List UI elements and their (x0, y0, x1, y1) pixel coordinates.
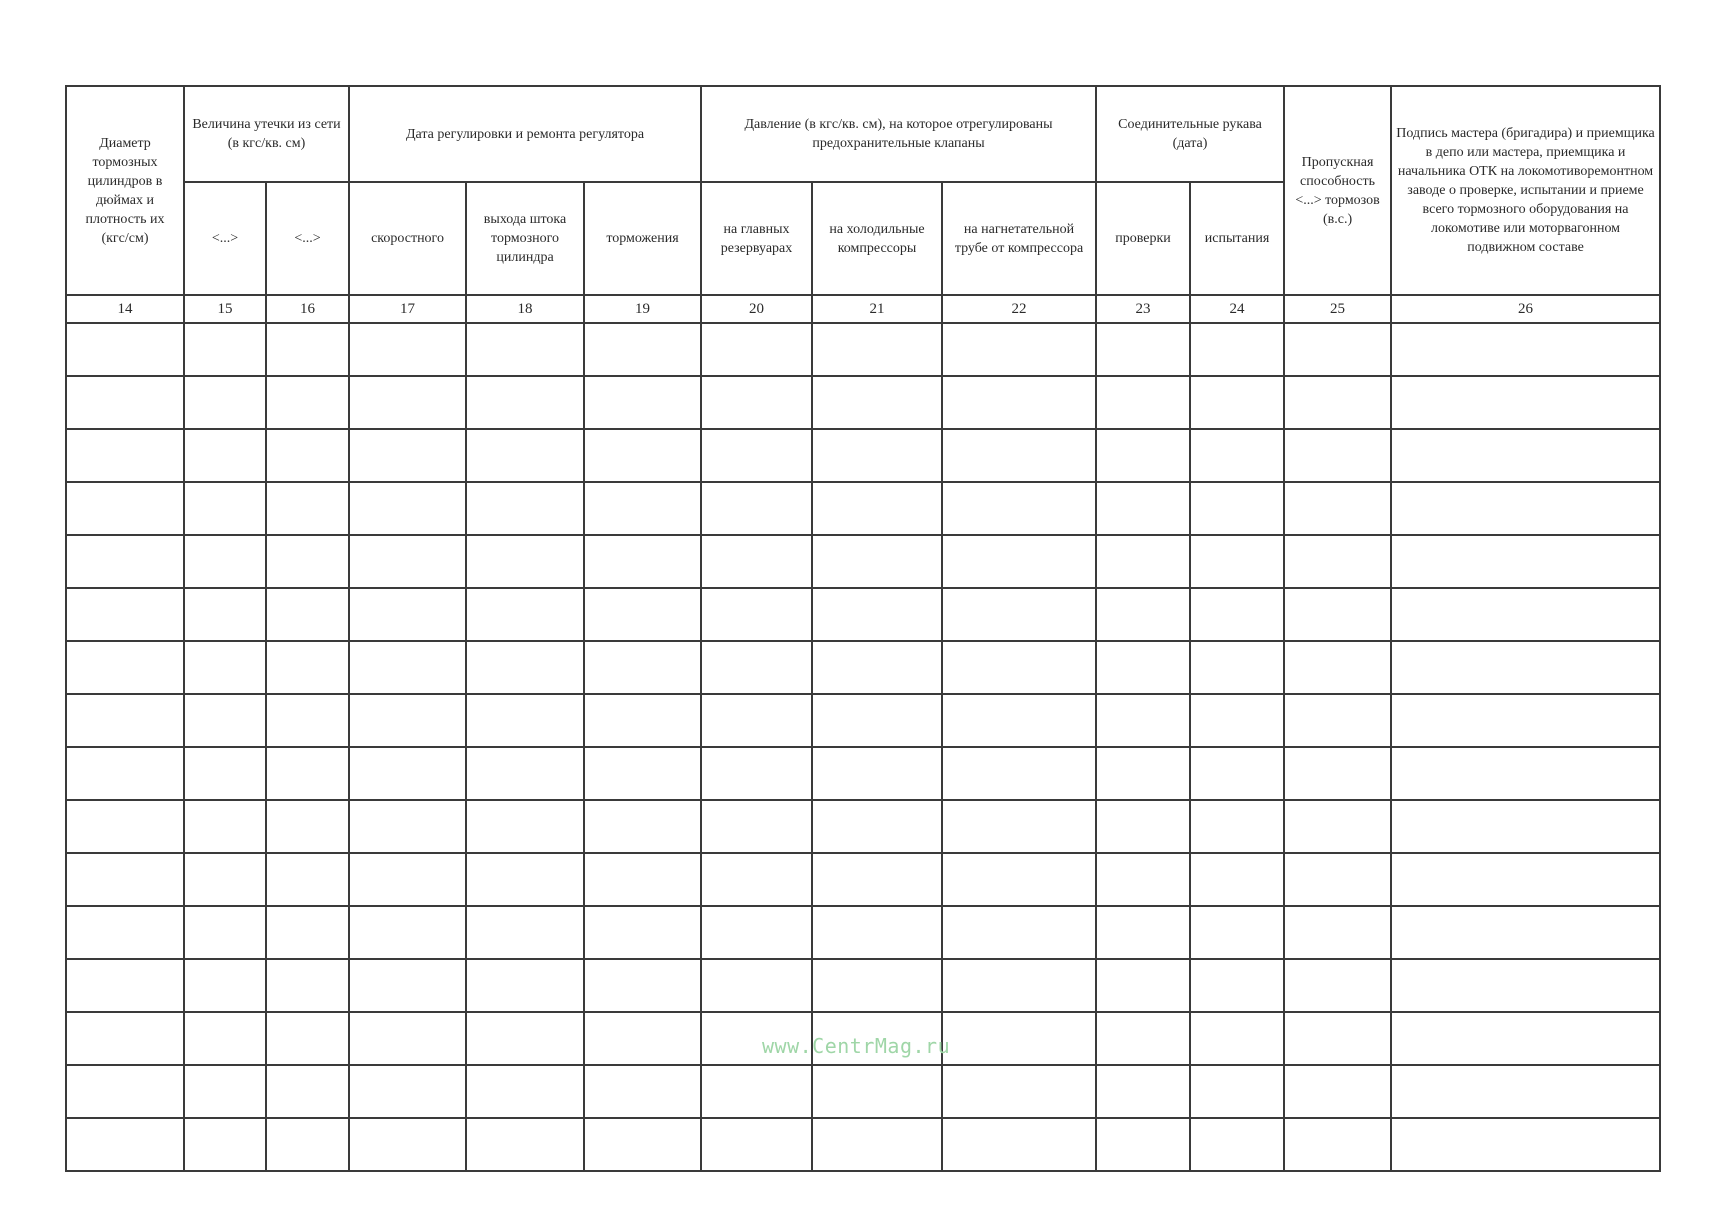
empty-cell (466, 429, 584, 482)
empty-cell (1190, 535, 1284, 588)
empty-cell (812, 1065, 942, 1118)
empty-cell (266, 906, 349, 959)
empty-cell (812, 906, 942, 959)
empty-cell (66, 482, 184, 535)
empty-cell (1190, 323, 1284, 376)
empty-cell (942, 482, 1096, 535)
empty-cell (1284, 429, 1391, 482)
empty-cell (1391, 1012, 1660, 1065)
empty-cell (466, 853, 584, 906)
empty-cell (266, 482, 349, 535)
empty-cell (584, 1012, 701, 1065)
empty-cell (466, 1118, 584, 1171)
empty-cell (942, 376, 1096, 429)
empty-cell (184, 588, 266, 641)
empty-cell (184, 1012, 266, 1065)
empty-cell (184, 747, 266, 800)
empty-cell (1284, 906, 1391, 959)
empty-cell (701, 641, 812, 694)
header-group-regulator: Дата регулировки и ремонта регулятора (349, 86, 701, 182)
empty-cell (349, 1065, 466, 1118)
empty-cell (466, 323, 584, 376)
empty-cell (466, 588, 584, 641)
empty-cell (584, 535, 701, 588)
empty-cell (66, 853, 184, 906)
table-row (66, 323, 1660, 376)
empty-cell (1096, 747, 1190, 800)
empty-cell (1391, 641, 1660, 694)
empty-cell (349, 323, 466, 376)
empty-cell (66, 800, 184, 853)
empty-cell (66, 906, 184, 959)
header-cell-19: торможения (584, 182, 701, 295)
column-number: 24 (1190, 295, 1284, 323)
empty-cell (942, 429, 1096, 482)
header-cell-15: <...> (184, 182, 266, 295)
empty-cell (266, 800, 349, 853)
column-number: 20 (701, 295, 812, 323)
empty-cell (812, 429, 942, 482)
empty-cell (584, 959, 701, 1012)
empty-cell (1391, 694, 1660, 747)
empty-cell (66, 376, 184, 429)
empty-cell (942, 1118, 1096, 1171)
empty-cell (584, 694, 701, 747)
column-number: 25 (1284, 295, 1391, 323)
header-row-1 (66, 86, 1660, 182)
empty-cell (812, 535, 942, 588)
empty-cell (1391, 800, 1660, 853)
empty-cell (584, 747, 701, 800)
empty-cell (701, 906, 812, 959)
empty-cell (584, 376, 701, 429)
column-number: 21 (812, 295, 942, 323)
empty-cell (584, 482, 701, 535)
empty-cell (184, 535, 266, 588)
empty-cell (942, 535, 1096, 588)
empty-cell (812, 376, 942, 429)
empty-cell (1391, 906, 1660, 959)
empty-cell (942, 323, 1096, 376)
empty-cell (266, 1012, 349, 1065)
empty-cell (584, 323, 701, 376)
empty-cell (184, 1065, 266, 1118)
column-number: 22 (942, 295, 1096, 323)
table-row (66, 535, 1660, 588)
column-number: 23 (1096, 295, 1190, 323)
empty-cell (266, 747, 349, 800)
column-number-row (66, 295, 1660, 323)
empty-cell (942, 853, 1096, 906)
empty-cell (812, 747, 942, 800)
header-cell-21: на холодильные компрессоры (812, 182, 942, 295)
empty-cell (184, 429, 266, 482)
empty-cell (1096, 588, 1190, 641)
empty-cell (1190, 588, 1284, 641)
empty-cell (266, 1118, 349, 1171)
empty-cell (266, 694, 349, 747)
table-row (66, 641, 1660, 694)
empty-cell (942, 694, 1096, 747)
empty-cell (266, 376, 349, 429)
empty-cell (1284, 747, 1391, 800)
empty-cell (812, 323, 942, 376)
empty-cell (812, 1118, 942, 1171)
empty-cell (1190, 800, 1284, 853)
empty-cell (1096, 1065, 1190, 1118)
empty-cell (266, 588, 349, 641)
empty-cell (66, 1012, 184, 1065)
empty-cell (1096, 535, 1190, 588)
header-cell-24: испытания (1190, 182, 1284, 295)
empty-cell (1391, 588, 1660, 641)
header-cell-26: Подпись мастера (бригадира) и приемщика в депо или мастера, приемщика и начальника ОТК на локомотиворемонтном заводе о проверке, испытании и приеме всего тормозного оборудования на локомотиве или моторвагонном подвижном составе (1391, 86, 1660, 295)
empty-cell (1096, 694, 1190, 747)
empty-cell (942, 747, 1096, 800)
empty-cell (266, 429, 349, 482)
empty-cell (184, 641, 266, 694)
table-row (66, 376, 1660, 429)
empty-cell (466, 800, 584, 853)
empty-cell (66, 1118, 184, 1171)
empty-cell (266, 641, 349, 694)
header-cell-18: выхода штока тормозного цилиндра (466, 182, 584, 295)
empty-cell (942, 906, 1096, 959)
empty-cell (1284, 1118, 1391, 1171)
empty-cell (1391, 429, 1660, 482)
empty-cell (66, 694, 184, 747)
empty-cell (184, 906, 266, 959)
column-number: 14 (66, 295, 184, 323)
table-row (66, 853, 1660, 906)
empty-cell (1190, 1012, 1284, 1065)
empty-cell (1284, 641, 1391, 694)
empty-cell (1391, 853, 1660, 906)
empty-cell (1096, 959, 1190, 1012)
empty-cell (812, 853, 942, 906)
empty-cell (184, 800, 266, 853)
column-number: 26 (1391, 295, 1660, 323)
empty-cell (942, 641, 1096, 694)
table-row (66, 482, 1660, 535)
empty-cell (584, 588, 701, 641)
empty-cell (701, 323, 812, 376)
empty-cell (1096, 429, 1190, 482)
empty-cell (701, 747, 812, 800)
empty-cell (184, 1118, 266, 1171)
empty-cell (701, 853, 812, 906)
empty-cell (1391, 482, 1660, 535)
empty-cell (1190, 959, 1284, 1012)
empty-cell (1096, 323, 1190, 376)
empty-cell (942, 588, 1096, 641)
empty-cell (466, 906, 584, 959)
empty-cell (1391, 376, 1660, 429)
header-cell-16: <...> (266, 182, 349, 295)
empty-cell (1096, 1012, 1190, 1065)
empty-cell (942, 1065, 1096, 1118)
empty-cell (701, 694, 812, 747)
empty-cell (184, 853, 266, 906)
empty-cell (466, 1012, 584, 1065)
empty-cell (349, 535, 466, 588)
empty-cell (1190, 376, 1284, 429)
empty-cell (1096, 641, 1190, 694)
empty-cell (1284, 323, 1391, 376)
table-row (66, 1065, 1660, 1118)
header-cell-23: проверки (1096, 182, 1190, 295)
empty-cell (266, 853, 349, 906)
empty-cell (266, 959, 349, 1012)
empty-cell (1284, 959, 1391, 1012)
empty-cell (701, 959, 812, 1012)
empty-cell (1284, 1065, 1391, 1118)
empty-cell (812, 641, 942, 694)
header-cell-22: на нагнетательной трубе от компрессора (942, 182, 1096, 295)
empty-cell (701, 1065, 812, 1118)
empty-cell (466, 694, 584, 747)
empty-cell (466, 747, 584, 800)
empty-cell (584, 1065, 701, 1118)
empty-cell (701, 588, 812, 641)
header-cell-17: скоростного (349, 182, 466, 295)
empty-cell (942, 1012, 1096, 1065)
empty-cell (349, 694, 466, 747)
empty-cell (701, 535, 812, 588)
empty-cell (1391, 323, 1660, 376)
empty-cell (942, 959, 1096, 1012)
empty-cell (1284, 588, 1391, 641)
empty-cell (266, 323, 349, 376)
empty-cell (1190, 429, 1284, 482)
table-row (66, 747, 1660, 800)
empty-cell (66, 535, 184, 588)
header-group-pressure: Давление (в кгс/кв. см), на которое отрегулированы предохранительные клапаны (701, 86, 1096, 182)
header-group-leak: Величина утечки из сети (в кгс/кв. см) (184, 86, 349, 182)
empty-cell (1190, 747, 1284, 800)
table-row (66, 694, 1660, 747)
empty-cell (584, 853, 701, 906)
empty-cell (812, 694, 942, 747)
empty-cell (584, 1118, 701, 1171)
empty-cell (1284, 800, 1391, 853)
brake-register-table (65, 85, 1661, 1172)
empty-cell (349, 1118, 466, 1171)
table-row (66, 800, 1660, 853)
empty-cell (942, 800, 1096, 853)
empty-cell (1391, 747, 1660, 800)
empty-cell (266, 535, 349, 588)
table-row (66, 959, 1660, 1012)
empty-cell (349, 800, 466, 853)
empty-cell (184, 482, 266, 535)
empty-cell (66, 641, 184, 694)
empty-cell (184, 694, 266, 747)
empty-cell (466, 376, 584, 429)
empty-cell (1096, 1118, 1190, 1171)
table-row (66, 906, 1660, 959)
empty-cell (701, 376, 812, 429)
empty-cell (1190, 1118, 1284, 1171)
empty-cell (812, 800, 942, 853)
empty-cell (1284, 853, 1391, 906)
empty-cell (349, 906, 466, 959)
empty-cell (466, 535, 584, 588)
empty-cell (349, 641, 466, 694)
header-group-hoses: Соединительные рукава (дата) (1096, 86, 1284, 182)
empty-cell (701, 429, 812, 482)
empty-cell (466, 959, 584, 1012)
empty-cell (1190, 906, 1284, 959)
table-row (66, 1118, 1660, 1171)
empty-cell (184, 959, 266, 1012)
empty-cell (466, 1065, 584, 1118)
header-cell-25: Пропускная способность <...> тормозов (в.с.) (1284, 86, 1391, 295)
empty-cell (1190, 694, 1284, 747)
empty-cell (812, 482, 942, 535)
empty-cell (1190, 1065, 1284, 1118)
empty-cell (1096, 853, 1190, 906)
empty-cell (1190, 641, 1284, 694)
empty-cell (701, 482, 812, 535)
empty-cell (1284, 482, 1391, 535)
empty-cell (349, 429, 466, 482)
empty-cell (584, 906, 701, 959)
empty-cell (1190, 853, 1284, 906)
empty-cell (66, 588, 184, 641)
empty-cell (1096, 906, 1190, 959)
empty-cell (349, 588, 466, 641)
empty-cell (1391, 1118, 1660, 1171)
header-cell-14: Диаметр тормозных цилиндров в дюймах и плотность их (кгс/см) (66, 86, 184, 295)
empty-cell (349, 482, 466, 535)
column-number: 17 (349, 295, 466, 323)
empty-cell (584, 800, 701, 853)
empty-cell (1096, 800, 1190, 853)
empty-cell (66, 1065, 184, 1118)
empty-cell (1284, 376, 1391, 429)
column-number: 15 (184, 295, 266, 323)
empty-cell (66, 323, 184, 376)
empty-cell (701, 800, 812, 853)
column-number: 16 (266, 295, 349, 323)
empty-cell (1391, 535, 1660, 588)
empty-cell (812, 588, 942, 641)
table-row (66, 588, 1660, 641)
empty-cell (1190, 482, 1284, 535)
empty-cell (1391, 959, 1660, 1012)
empty-cell (466, 482, 584, 535)
empty-cell (349, 959, 466, 1012)
table-row (66, 429, 1660, 482)
empty-cell (349, 747, 466, 800)
empty-cell (584, 429, 701, 482)
watermark: www.CentrMag.ru (762, 1034, 951, 1058)
column-number: 19 (584, 295, 701, 323)
empty-cell (1284, 535, 1391, 588)
empty-cell (812, 959, 942, 1012)
empty-cell (66, 747, 184, 800)
empty-cell (1096, 482, 1190, 535)
empty-cell (466, 641, 584, 694)
empty-cell (184, 376, 266, 429)
empty-cell (1391, 1065, 1660, 1118)
empty-cell (184, 323, 266, 376)
column-number: 18 (466, 295, 584, 323)
empty-cell (701, 1118, 812, 1171)
empty-cell (1096, 376, 1190, 429)
empty-cell (349, 853, 466, 906)
header-cell-20: на главных резервуарах (701, 182, 812, 295)
empty-cell (349, 376, 466, 429)
empty-cell (66, 429, 184, 482)
empty-cell (1284, 694, 1391, 747)
empty-cell (1284, 1012, 1391, 1065)
empty-cell (349, 1012, 466, 1065)
empty-cell (266, 1065, 349, 1118)
empty-cell (66, 959, 184, 1012)
empty-cell (584, 641, 701, 694)
